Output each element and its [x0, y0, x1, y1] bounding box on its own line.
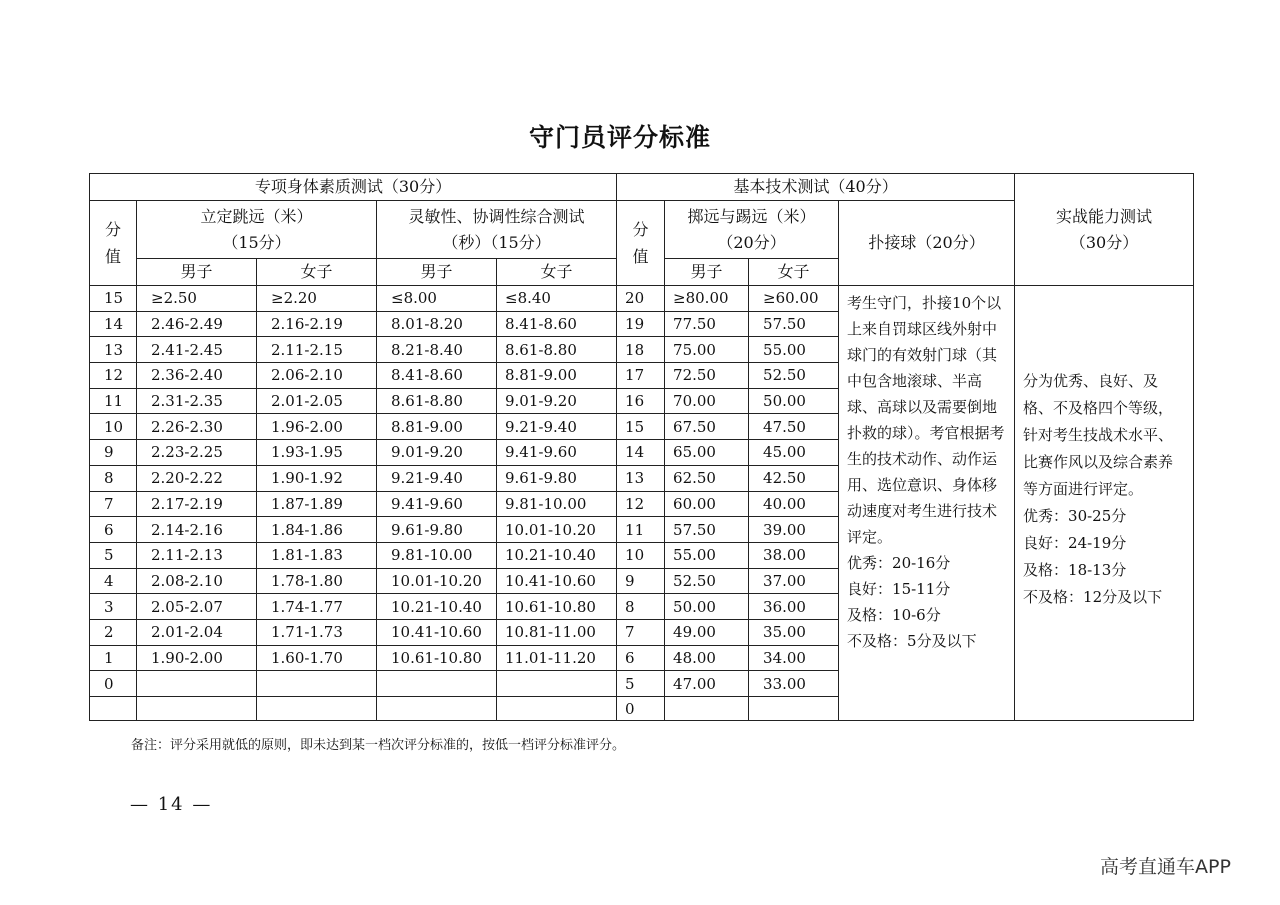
- throw-male-value: 75.00: [665, 337, 749, 363]
- jump-male-value: [137, 671, 257, 697]
- jump-female-value: ≥2.20: [257, 286, 377, 312]
- combat-note-line: 良好：24-19分: [1023, 534, 1127, 552]
- throw-female-value: 38.00: [749, 542, 839, 568]
- score-value: 6: [90, 517, 137, 543]
- agility-female-value: 9.01-9.20: [497, 388, 617, 414]
- agility-male-value: 8.81-9.00: [377, 414, 497, 440]
- throw-female-header: 女子: [749, 259, 839, 286]
- agility-female-value: 11.01-11.20: [497, 645, 617, 671]
- throw-female-value: 50.00: [749, 388, 839, 414]
- jump-female-value: 1.71-1.73: [257, 619, 377, 645]
- remark-note: 备注：评分采用就低的原则，即未达到某一档次评分标准的，按低一档评分标准评分。: [131, 738, 626, 753]
- jump-male-value: 2.11-2.13: [137, 542, 257, 568]
- score-value: 2: [90, 619, 137, 645]
- throw-male-value: 48.00: [665, 645, 749, 671]
- jump-female-value: [257, 671, 377, 697]
- agility-female-value: 9.61-9.80: [497, 465, 617, 491]
- agility-female-value: 10.01-10.20: [497, 517, 617, 543]
- agility-male-value: 10.01-10.20: [377, 568, 497, 594]
- throw-score-value: 13: [617, 465, 665, 491]
- agility-male-header: 男子: [377, 259, 497, 286]
- agility-male-value: 9.61-9.80: [377, 517, 497, 543]
- score-value: [90, 697, 137, 721]
- score-value: 3: [90, 594, 137, 620]
- throw-male-value: [665, 697, 749, 721]
- throw-female-value: 40.00: [749, 491, 839, 517]
- throw-female-value: 45.00: [749, 440, 839, 466]
- score-value: 10: [90, 414, 137, 440]
- throw-score-value: 11: [617, 517, 665, 543]
- throw-female-value: 47.50: [749, 414, 839, 440]
- throw-score-value: 18: [617, 337, 665, 363]
- catch-criteria-note: [839, 286, 1015, 721]
- combat-note-line: 优秀：30-25分: [1023, 507, 1127, 525]
- jump-male-value: 2.36-2.40: [137, 363, 257, 389]
- jump-female-value: 1.96-2.00: [257, 414, 377, 440]
- agility-female-value: 8.61-8.80: [497, 337, 617, 363]
- combat-header-line1: 实战能力测试: [1056, 207, 1153, 227]
- throw-score-value: 0: [617, 697, 665, 721]
- throw-female-value: 55.00: [749, 337, 839, 363]
- agility-female-value: ≤8.40: [497, 286, 617, 312]
- standing-jump-header: 立定跳远（米） （15分）: [137, 201, 377, 259]
- scoring-table: [89, 173, 1194, 721]
- catch-header: 扑接球（20分）: [839, 201, 1015, 286]
- jump-male-value: ≥2.50: [137, 286, 257, 312]
- agility-male-value: 8.61-8.80: [377, 388, 497, 414]
- throw-score-value: 20: [617, 286, 665, 312]
- jump-male-value: 2.41-2.45: [137, 337, 257, 363]
- jump-male-value: 1.90-2.00: [137, 645, 257, 671]
- throw-female-value: 52.50: [749, 363, 839, 389]
- agility-male-value: 9.41-9.60: [377, 491, 497, 517]
- jump-female-header: 女子: [257, 259, 377, 286]
- throw-score-value: 8: [617, 594, 665, 620]
- score-value: 15: [90, 286, 137, 312]
- throw-female-value: 37.00: [749, 568, 839, 594]
- agility-male-value: 9.21-9.40: [377, 465, 497, 491]
- throw-male-value: 72.50: [665, 363, 749, 389]
- score-value: 13: [90, 337, 137, 363]
- jump-male-value: 2.23-2.25: [137, 440, 257, 466]
- catch-note-line: 不及格：5分及以下: [847, 632, 977, 650]
- score-column-header-1: 分 值: [90, 201, 137, 286]
- throw-male-value: 77.50: [665, 311, 749, 337]
- jump-male-value: 2.46-2.49: [137, 311, 257, 337]
- agility-female-value: 10.61-10.80: [497, 594, 617, 620]
- jump-female-value: 1.81-1.83: [257, 542, 377, 568]
- catch-note-line: 优秀：20-16分: [847, 554, 951, 572]
- agility-male-value: [377, 671, 497, 697]
- throw-female-value: 57.50: [749, 311, 839, 337]
- agility-female-value: 8.81-9.00: [497, 363, 617, 389]
- agility-female-value: 8.41-8.60: [497, 311, 617, 337]
- throw-female-value: 36.00: [749, 594, 839, 620]
- jump-male-value: 2.17-2.19: [137, 491, 257, 517]
- jump-male-value: 2.20-2.22: [137, 465, 257, 491]
- jump-female-value: 1.78-1.80: [257, 568, 377, 594]
- throw-score-value: 15: [617, 414, 665, 440]
- throw-kick-header: 掷远与踢远（米） （20分）: [665, 201, 839, 259]
- score-value: 4: [90, 568, 137, 594]
- jump-female-value: 2.01-2.05: [257, 388, 377, 414]
- score-value: 5: [90, 542, 137, 568]
- agility-male-value: [377, 697, 497, 721]
- throw-male-value: 60.00: [665, 491, 749, 517]
- jump-female-value: 2.11-2.15: [257, 337, 377, 363]
- score-value: 12: [90, 363, 137, 389]
- score-value: 8: [90, 465, 137, 491]
- agility-female-value: 10.81-11.00: [497, 619, 617, 645]
- score-value: 0: [90, 671, 137, 697]
- throw-score-value: 12: [617, 491, 665, 517]
- jump-female-value: 1.90-1.92: [257, 465, 377, 491]
- agility-female-value: [497, 671, 617, 697]
- throw-male-value: 55.00: [665, 542, 749, 568]
- agility-male-value: 10.41-10.60: [377, 619, 497, 645]
- throw-male-value: 49.00: [665, 619, 749, 645]
- agility-male-value: 9.01-9.20: [377, 440, 497, 466]
- jump-male-value: 2.08-2.10: [137, 568, 257, 594]
- catch-note-line: 考生守门，扑接10个以上来自罚球区线外射中球门的有效射门球（其中包含地滚球、半高球、高球以及需要倒地扑救的球）。考官根据考生的技术动作、动作运用、选位意识、身体移动速度对考生进行技术评定。: [847, 294, 1005, 546]
- section-combat-header: [1015, 174, 1194, 286]
- throw-male-value: ≥80.00: [665, 286, 749, 312]
- section-physical-header: 专项身体素质测试（30分）: [90, 174, 617, 201]
- jump-male-value: 2.31-2.35: [137, 388, 257, 414]
- combat-header-line2: （30分）: [1069, 232, 1139, 252]
- throw-male-value: 52.50: [665, 568, 749, 594]
- agility-female-header: 女子: [497, 259, 617, 286]
- agility-test-header: 灵敏性、协调性综合测试 （秒）（15分）: [377, 201, 617, 259]
- jump-male-value: 2.14-2.16: [137, 517, 257, 543]
- score-column-header-2: 分 值: [617, 201, 665, 286]
- jump-male-value: 2.05-2.07: [137, 594, 257, 620]
- throw-male-value: 70.00: [665, 388, 749, 414]
- jump-female-value: 1.87-1.89: [257, 491, 377, 517]
- jump-male-header: 男子: [137, 259, 257, 286]
- jump-male-value: [137, 697, 257, 721]
- jump-female-value: 1.60-1.70: [257, 645, 377, 671]
- agility-female-value: 10.41-10.60: [497, 568, 617, 594]
- agility-male-value: 10.21-10.40: [377, 594, 497, 620]
- throw-score-value: 10: [617, 542, 665, 568]
- jump-female-value: 2.16-2.19: [257, 311, 377, 337]
- page-number: — 14 —: [130, 794, 213, 815]
- throw-male-header: 男子: [665, 259, 749, 286]
- throw-male-value: 47.00: [665, 671, 749, 697]
- agility-male-value: 8.41-8.60: [377, 363, 497, 389]
- throw-male-value: 65.00: [665, 440, 749, 466]
- page-title: 守门员评分标准: [528, 123, 711, 152]
- agility-male-value: 8.01-8.20: [377, 311, 497, 337]
- table-row: [90, 286, 1194, 312]
- agility-male-value: 8.21-8.40: [377, 337, 497, 363]
- throw-score-value: 19: [617, 311, 665, 337]
- throw-female-value: ≥60.00: [749, 286, 839, 312]
- jump-female-value: 2.06-2.10: [257, 363, 377, 389]
- jump-male-value: 2.01-2.04: [137, 619, 257, 645]
- throw-female-value: 33.00: [749, 671, 839, 697]
- throw-male-value: 62.50: [665, 465, 749, 491]
- score-value: 7: [90, 491, 137, 517]
- throw-female-value: 39.00: [749, 517, 839, 543]
- catch-note-line: 及格：10-6分: [847, 606, 941, 624]
- watermark-text: 高考直通车APP: [1100, 856, 1231, 878]
- catch-note-line: 良好：15-11分: [847, 580, 951, 598]
- jump-female-value: 1.74-1.77: [257, 594, 377, 620]
- agility-female-value: 10.21-10.40: [497, 542, 617, 568]
- jump-female-value: 1.93-1.95: [257, 440, 377, 466]
- combat-note-line: 不及格：12分及以下: [1023, 588, 1163, 606]
- agility-male-value: ≤8.00: [377, 286, 497, 312]
- section-technique-header: 基本技术测试（40分）: [617, 174, 1015, 201]
- combat-note-line: 及格：18-13分: [1023, 561, 1127, 579]
- agility-female-value: 9.41-9.60: [497, 440, 617, 466]
- combat-note-line: 分为优秀、良好、及格、不及格四个等级，针对考生技战术水平、比赛作风以及综合素养等方面进行评定。: [1023, 372, 1174, 498]
- throw-male-value: 57.50: [665, 517, 749, 543]
- throw-score-value: 14: [617, 440, 665, 466]
- throw-score-value: 5: [617, 671, 665, 697]
- throw-score-value: 7: [617, 619, 665, 645]
- combat-criteria-note: [1015, 286, 1194, 721]
- throw-female-value: 35.00: [749, 619, 839, 645]
- score-value: 9: [90, 440, 137, 466]
- throw-score-value: 9: [617, 568, 665, 594]
- throw-score-value: 16: [617, 388, 665, 414]
- throw-male-value: 50.00: [665, 594, 749, 620]
- throw-female-value: 34.00: [749, 645, 839, 671]
- agility-male-value: 9.81-10.00: [377, 542, 497, 568]
- agility-female-value: 9.81-10.00: [497, 491, 617, 517]
- jump-female-value: 1.84-1.86: [257, 517, 377, 543]
- throw-male-value: 67.50: [665, 414, 749, 440]
- throw-female-value: 42.50: [749, 465, 839, 491]
- agility-female-value: 9.21-9.40: [497, 414, 617, 440]
- score-value: 1: [90, 645, 137, 671]
- throw-score-value: 6: [617, 645, 665, 671]
- jump-male-value: 2.26-2.30: [137, 414, 257, 440]
- throw-female-value: [749, 697, 839, 721]
- jump-female-value: [257, 697, 377, 721]
- score-value: 14: [90, 311, 137, 337]
- score-value: 11: [90, 388, 137, 414]
- agility-male-value: 10.61-10.80: [377, 645, 497, 671]
- agility-female-value: [497, 697, 617, 721]
- throw-score-value: 17: [617, 363, 665, 389]
